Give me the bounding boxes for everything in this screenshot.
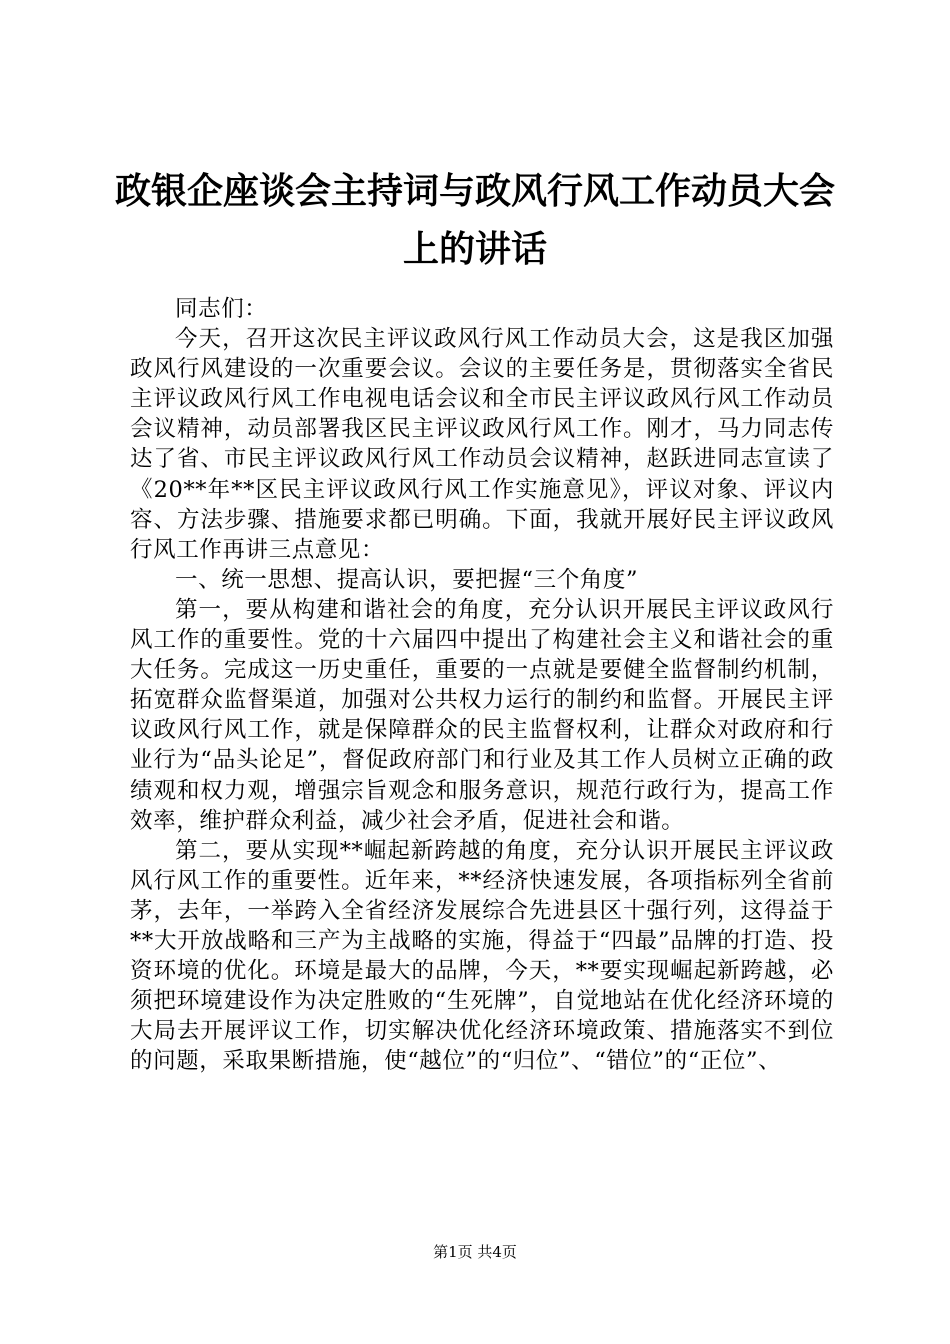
paragraph-second-point: 第二，要从实现**崛起新跨越的角度，充分认识开展民主评议政风行风工作的重要性。近年来，**经济快速发展，各项指标列全省前茅，去年，一举跨入全省经济发展综合先进县区十强行列，这得益于**大开放战略和三产为主战略的实施，得益于“四最”品牌的打造、投资环境的优化。环境是最大的品牌，今天，**要实现崛起新跨越，必须把环境建设作为决定胜败的“生死牌”，自觉地站在优化经济环境的大局去开展评议工作，切实解决优化经济环境政策、措施落实不到位的问题，采取果断措施，使“越位”的“归位”、“错位”的“正位”、: [130, 837, 834, 1075]
paragraph-intro: 今天，召开这次民主评议政风行风工作动员大会，这是我区加强政风行风建设的一次重要会议。会议的主要任务是，贯彻落实全省民主评议政风行风工作电视电话会议和全市民主评议政风行风工作动员会议精神，动员部署我区民主评议政风行风工作。刚才，马力同志传达了省、市民主评议政风行风工作动员会议精神，赵跃进同志宣读了《20**年**区民主评议政风行风工作实施意见》，评议对象、评议内容、方法步骤、措施要求都已明确。下面，我就开展好民主评议政风行风工作再讲三点意见：: [130, 326, 834, 563]
page-number-footer: 第1页 共4页: [433, 1243, 517, 1261]
paragraph-first-point: 第一，要从构建和谐社会的角度，充分认识开展民主评议政风行风工作的重要性。党的十六届四中提出了构建社会主义和谐社会的重大任务。完成这一历史重任，重要的一点就是要健全监督制约机制，拓宽群众监督渠道，加强对公共权力运行的制约和监督。开展民主评议政风行风工作，就是保障群众的民主监督权利，让群众对政府和行业行为“品头论足”，督促政府部门和行业及其工作人员树立正确的政绩观和权力观，增强宗旨观念和服务意识，规范行政行为，提高工作效率，维护群众利益，减少社会矛盾，促进社会和谐。: [130, 596, 834, 834]
section-heading-1: 一、统一思想、提高认识，要把握“三个角度”: [175, 566, 639, 593]
document-body: [130, 294, 834, 1076]
document-title: 政银企座谈会主持词与政风行风工作动员大会上的讲话: [114, 170, 835, 270]
salutation: 同志们：: [175, 296, 268, 322]
